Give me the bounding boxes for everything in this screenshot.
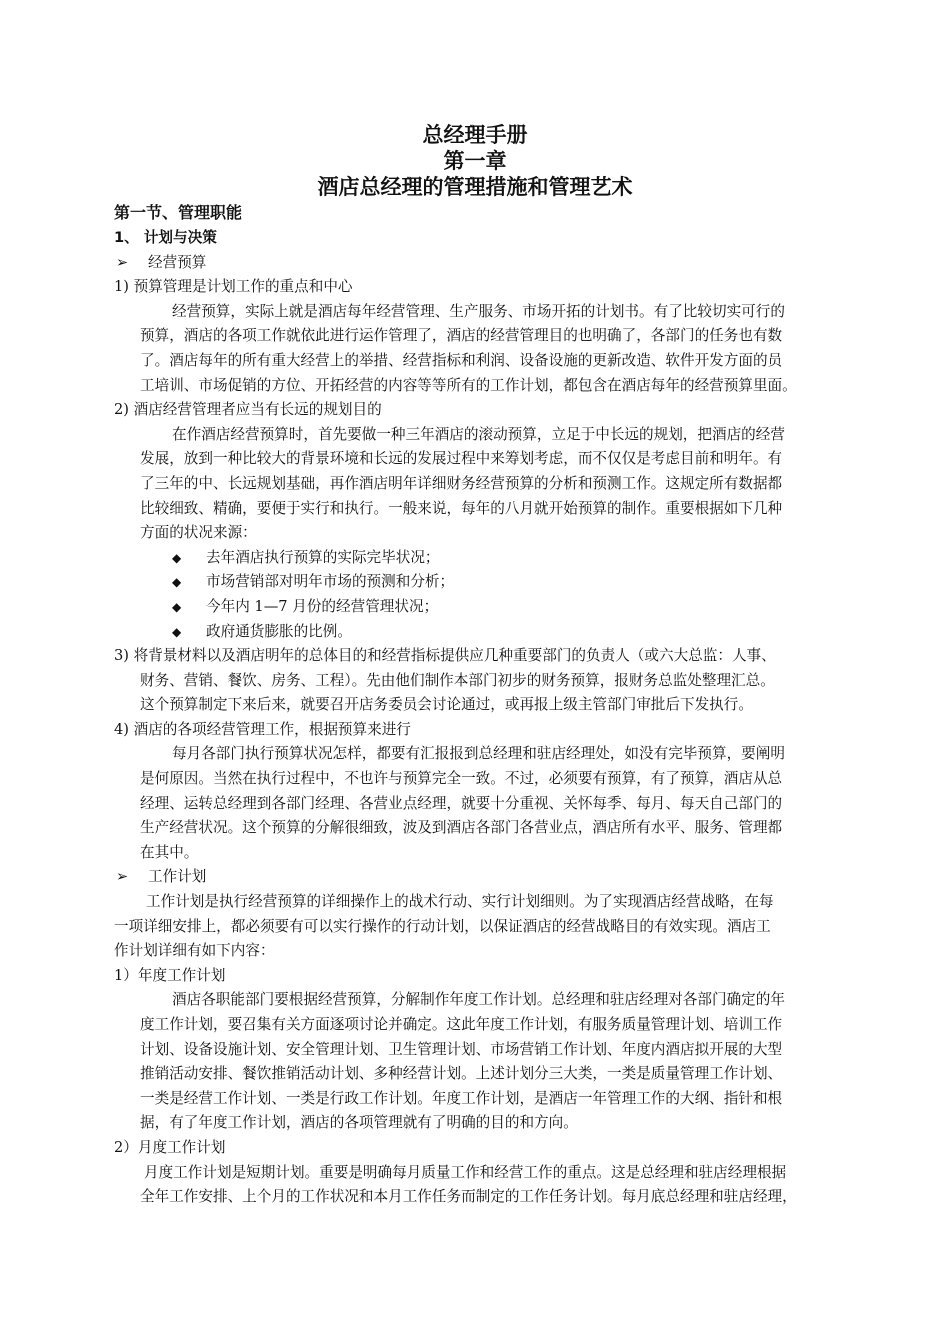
- bullet-list: [114, 546, 886, 644]
- list-item-text: 今年内 1—7 月份的经营管理状况；: [206, 597, 439, 615]
- diamond-bullet-icon: ◆: [172, 575, 182, 590]
- diamond-bullet-icon: ◆: [172, 599, 182, 614]
- paragraph: [114, 300, 886, 398]
- text-line: 计划、设备设施计划、安全管理计划、卫生管理计划、市场营销工作计划、年度内酒店拟开展的大型: [140, 1040, 783, 1058]
- list-item-text: 政府通货膨胀的比例。: [206, 622, 352, 640]
- paragraph: [114, 890, 886, 964]
- text-line: 了。酒店每年的所有重大经营上的举措、经营指标和利润、设备设施的更新改造、软件开发方面的员: [140, 351, 783, 369]
- text-line: 一类是经营工作计划、一类是行政工作计划。年度工作计划，是酒店一年管理工作的大纲、指针和根: [140, 1089, 783, 1107]
- text-line: 经营预算，实际上就是酒店每年经营管理、生产服务、市场开拓的计划书。有了比较切实可行的: [172, 302, 785, 320]
- item-heading: 1) 预算管理是计划工作的重点和中心: [114, 278, 353, 296]
- arrow-item-workplan: [114, 865, 886, 890]
- title-block: [0, 122, 950, 200]
- arrow-item-budget: [114, 251, 886, 276]
- text-line: 工培训、市场促销的方位、开拓经营的内容等等所有的工作计划，都包含在酒店每年的经营预算里面。: [140, 376, 797, 394]
- paragraph: [114, 742, 886, 865]
- item-heading: 1）年度工作计划: [114, 966, 226, 984]
- subsection-heading: 1、 计划与决策: [114, 229, 217, 246]
- text-line: 这个预算制定下来后来，就要召开店务委员会讨论通过，或再报上级主管部门审批后下发执行。: [140, 696, 753, 714]
- list-item: [172, 620, 886, 645]
- text-line: 经理、运转总经理到各部门经理、各营业点经理，就要十分重视、关怀每季、每月、每天自己部门的: [140, 794, 783, 812]
- manual-title: 总经理手册: [422, 123, 528, 147]
- diamond-bullet-icon: ◆: [172, 550, 182, 565]
- text-line: 全年工作安排、上个月的工作状况和本月工作任务而制定的工作任务计划。每月底总经理和驻店经理，: [140, 1188, 797, 1206]
- text-line: 财务、营销、餐饮、房务、工程）。先由他们制作本部门初步的财务预算，报财务总监处整理汇总。: [140, 671, 775, 689]
- arrow-bullet-icon: ➢: [116, 253, 129, 271]
- text-line: 作计划详细有如下内容：: [114, 942, 275, 960]
- item-heading: 3) 将背景材料以及酒店明年的总体目的和经营指标提供应几种重要部门的负责人（或六大总监：人事、: [114, 647, 776, 665]
- text-line: 据，有了年度工作计划，酒店的各项管理就有了明确的目的和方向。: [140, 1114, 578, 1132]
- arrow-bullet-icon: ➢: [116, 868, 129, 886]
- paragraph: [114, 988, 886, 1136]
- text-line: 发展，放到一种比较大的背景环境和长远的发展过程中来筹划考虑，而不仅仅是考虑目前和明年。有: [140, 450, 783, 468]
- text-line: 一项详细安排上，都必须要有可以实行操作的行动计划，以保证酒店的经营战略目的有效实现。酒店工: [114, 917, 771, 935]
- text-line: 是何原因。当然在执行过程中，不也许与预算完全一致。不过，必须要有预算，有了预算，酒店从总: [140, 770, 783, 788]
- list-item: [172, 595, 886, 620]
- list-item-text: 市场营销部对明年市场的预测和分析；: [206, 573, 455, 591]
- arrow-item-label: 经营预算: [148, 253, 207, 271]
- text-line: 月度工作计划是短期计划。重要是明确每月质量工作和经营工作的重点。这是总经理和驻店经理根据: [144, 1163, 787, 1181]
- text-line: 度工作计划，要召集有关方面逐项讨论并确定。这此年度工作计划，有服务质量管理计划、培训工作: [140, 1016, 783, 1033]
- paragraph: [114, 669, 886, 718]
- item-heading: 2) 酒店经营管理者应当有长远的规划目的: [114, 401, 382, 419]
- chapter-subtitle: 酒店总经理的管理措施和管理艺术: [317, 175, 633, 199]
- text-line: 酒店各职能部门要根据经营预算，分解制作年度工作计划。总经理和驻店经理对各部门确定的年: [172, 991, 785, 1009]
- paragraph: [114, 1161, 886, 1210]
- text-line: 生产经营状况。这个预算的分解很细致，波及到酒店各部门各营业点，酒店所有水平、服务、管理都: [140, 819, 783, 837]
- paragraph: [114, 423, 886, 546]
- list-item: [172, 570, 886, 595]
- item-heading: 2）月度工作计划: [114, 1138, 226, 1156]
- text-line: 预算，酒店的各项工作就依此进行运作管理了，酒店的经营管理目的也明确了，各部门的任务也有数: [140, 327, 783, 345]
- section-heading: 第一节、管理职能: [114, 203, 243, 222]
- arrow-item-label: 工作计划: [148, 868, 207, 886]
- chapter-title: 第一章: [443, 149, 507, 173]
- list-item-text: 去年酒店执行预算的实际完毕状况；: [206, 548, 440, 566]
- item-heading: 4) 酒店的各项经营管理工作，根据预算来进行: [114, 720, 411, 738]
- text-line: 工作计划是执行经营预算的详细操作上的战术行动、实行计划细则。为了实现酒店经营战略，在每: [146, 893, 774, 911]
- list-item: [172, 546, 886, 571]
- text-line: 了三年的中、长远规划基础，再作酒店明年详细财务经营预算的分析和预测工作。这规定所有数据都: [140, 474, 783, 492]
- document-body: [114, 200, 886, 1210]
- text-line: 在其中。: [140, 843, 199, 861]
- diamond-bullet-icon: ◆: [172, 624, 182, 639]
- text-line: 每月各部门执行预算状况怎样，都要有汇报报到总经理和驻店经理处，如没有完毕预算，要阐明: [172, 745, 785, 763]
- text-line: 比较细致、精确，要便于实行和执行。一般来说，每年的八月就开始预算的制作。重要根据如下几种: [140, 499, 783, 517]
- text-line: 方面的状况来源：: [140, 524, 257, 542]
- text-line: 在作酒店经营预算时，首先要做一种三年酒店的滚动预算，立足于中长远的规划，把酒店的经营: [172, 425, 785, 443]
- text-line: 推销活动安排、餐饮推销活动计划、多种经营计划。上述计划分三大类，一类是质量管理工作计划、: [140, 1065, 783, 1083]
